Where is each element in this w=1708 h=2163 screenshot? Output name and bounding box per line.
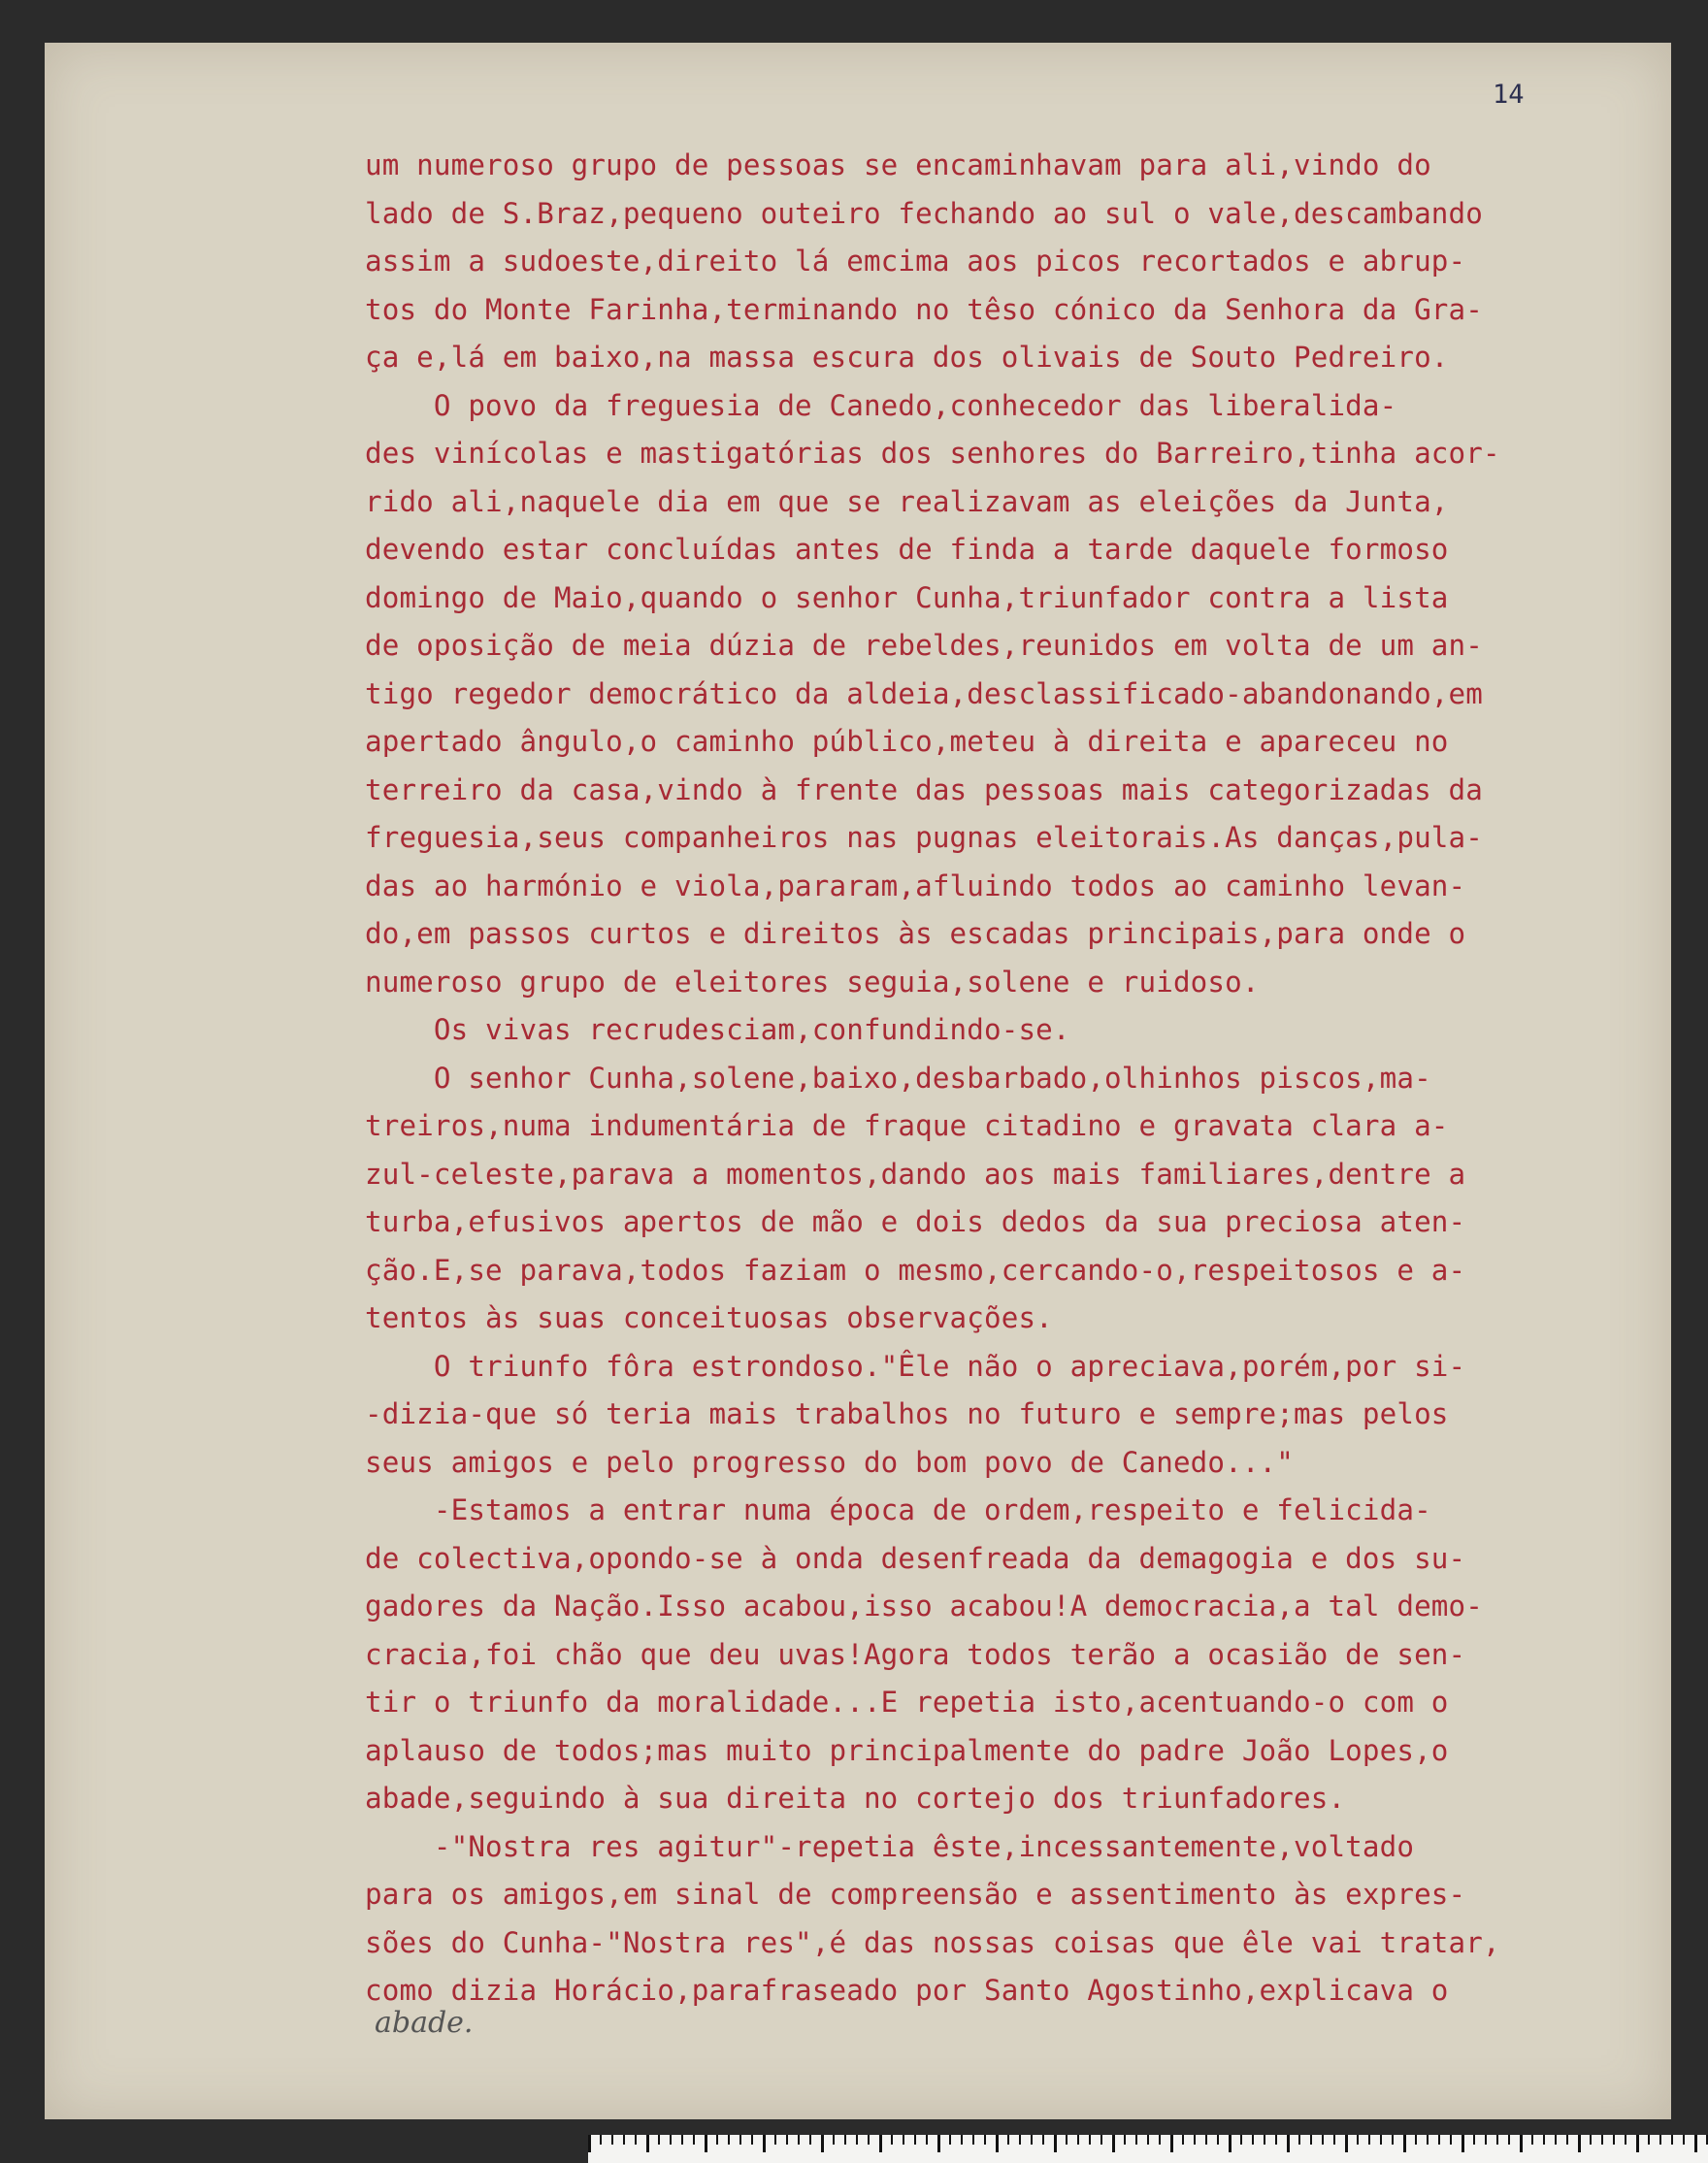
text-line: um numeroso grupo de pessoas se encaminhavam para ali,vindo do [365,148,1431,181]
text-line: assim a sudoeste,direito lá emcima aos picos recortados e abrup- [365,245,1466,278]
scale-ruler [588,2135,1708,2163]
handwritten-signoff: abade. [375,2006,474,2040]
text-line: des vinícolas e mastigatórias dos senhores do Barreiro,tinha acor- [365,437,1500,470]
text-line: turba,efusivos apertos de mão e dois dedos da sua preciosa aten- [365,1205,1466,1238]
text-line: das ao harmónio e viola,pararam,afluindo todos ao caminho levan- [365,868,1466,902]
scale-ruler-major-ticks [588,2135,1708,2163]
text-line: lado de S.Braz,pequeno outeiro fechando ao sul o vale,descambando [365,196,1483,230]
text-line: tir o triunfo da moralidade...E repetia isto,acentuando-o com o [365,1686,1449,1719]
text-line: freguesia,seus companheiros nas pugnas eleitorais.As danças,pula- [365,821,1483,854]
text-line: -dizia-que só teria mais trabalhos no futuro e sempre;mas pelos [365,1397,1449,1430]
text-line: O triunfo fôra estrondoso."Êle não o apreciava,porém,por si- [365,1349,1466,1383]
text-line: -"Nostra res agitur"-repetia êste,incessantemente,voltado [365,1829,1415,1863]
text-line: Os vivas recrudesciam,confundindo-se. [365,1013,1070,1046]
text-line: seus amigos e pelo progresso do bom povo de Canedo..." [365,1445,1295,1479]
text-line: tigo regedor democrático da aldeia,desclassificado-abandonando,em [365,676,1483,710]
text-line: domingo de Maio,quando o senhor Cunha,triunfador contra a lista [365,580,1449,614]
text-line: do,em passos curtos e direitos às escadas principais,para onde o [365,917,1466,950]
text-line: devendo estar concluídas antes de finda a tarde daquele formoso [365,533,1449,566]
text-line: de colectiva,opondo-se à onda desenfreada da demagogia e dos su- [365,1541,1466,1575]
text-line: aplauso de todos;mas muito principalmente do padre João Lopes,o [365,1733,1449,1767]
text-line: ça e,lá em baixo,na massa escura dos olivais de Souto Pedreiro. [365,341,1449,374]
text-line: sões do Cunha-"Nostra res",é das nossas coisas que êle vai tratar, [365,1925,1500,1959]
text-line: apertado ângulo,o caminho público,meteu à direita e apareceu no [365,725,1449,758]
text-line: cracia,foi chão que deu uvas!Agora todos terão a ocasião de sen- [365,1637,1466,1671]
text-line: gadores da Nação.Isso acabou,isso acabou!A democracia,a tal demo- [365,1589,1483,1622]
page-number: 14 [1493,80,1525,110]
text-line: terreiro da casa,vindo à frente das pessoas mais categorizadas da [365,772,1483,806]
text-line: tos do Monte Farinha,terminando no têso cónico da Senhora da Gra- [365,292,1483,326]
text-line: rido ali,naquele dia em que se realizavam as eleições da Junta, [365,484,1449,518]
document-body [365,142,1665,2016]
text-line: tentos às suas conceituosas observações. [365,1301,1053,1334]
text-line: de oposição de meia dúzia de rebeldes,reunidos em volta de um an- [365,629,1483,662]
text-line: como dizia Horácio,parafraseado por Santo Agostinho,explicava o [365,1974,1449,2007]
text-line: ção.E,se parava,todos faziam o mesmo,cercando-o,respeitosos e a- [365,1253,1466,1287]
text-line: O senhor Cunha,solene,baixo,desbarbado,olhinhos piscos,ma- [365,1061,1431,1095]
text-line: abade,seguindo à sua direita no cortejo dos triunfadores. [365,1782,1346,1815]
text-line: numeroso grupo de eleitores seguia,solene e ruidoso. [365,965,1260,999]
text-line: zul-celeste,parava a momentos,dando aos mais familiares,dentre a [365,1157,1466,1191]
text-line: treiros,numa indumentária de fraque citadino e gravata clara a- [365,1109,1449,1142]
text-line: O povo da freguesia de Canedo,conhecedor das liberalida- [365,388,1397,422]
text-line: -Estamos a entrar numa época de ordem,respeito e felicida- [365,1493,1431,1526]
text-line: para os amigos,em sinal de compreensão e assentimento às expres- [365,1878,1466,1911]
